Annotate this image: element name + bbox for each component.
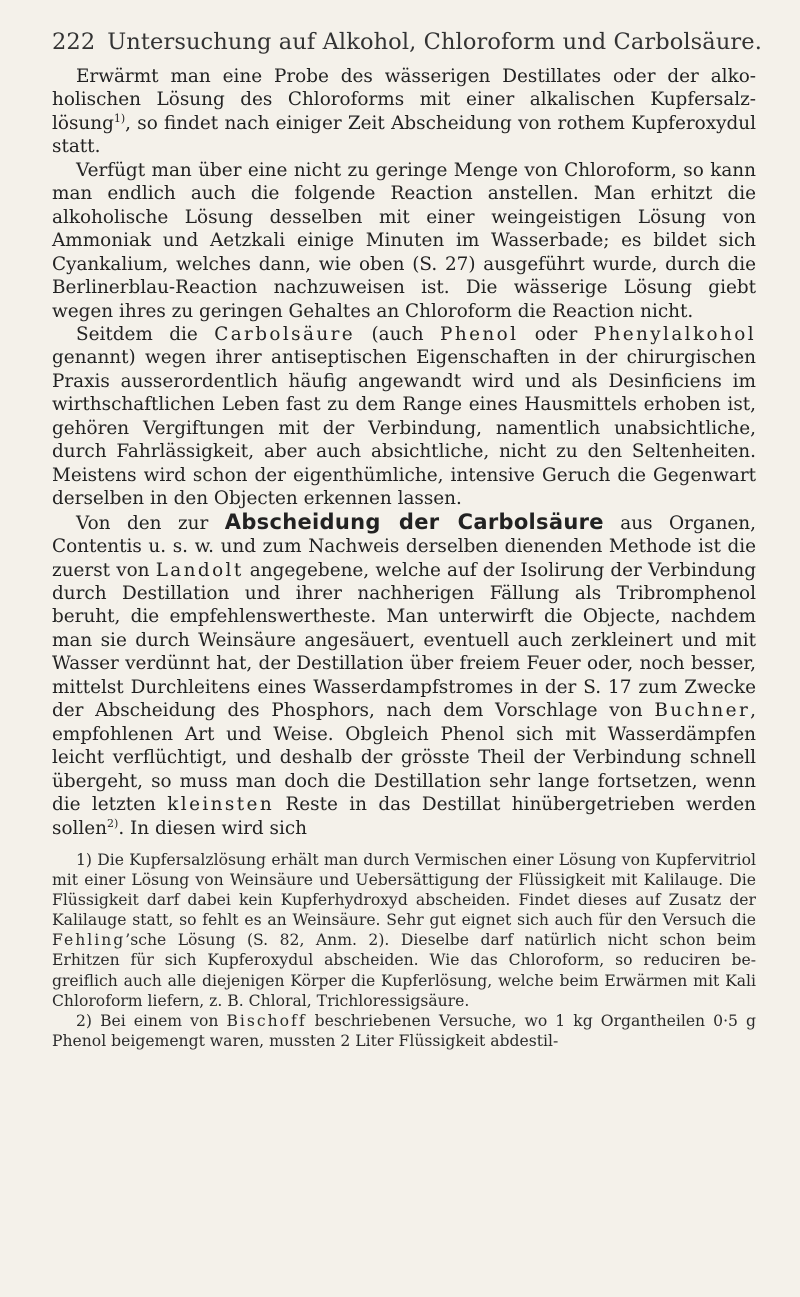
emphasis-kleinsten: kleinsten — [167, 794, 275, 816]
paragraph-4-text-end: . In diesen wird sich — [118, 817, 308, 839]
footnote-2 — [52, 1011, 756, 1051]
footnote-1 — [52, 850, 756, 1011]
paragraph-3-text: oder — [518, 323, 594, 345]
footnote-1-text-end: ’sche Lösung (S. 82, Anm. 2). Dieselbe darf natürlich nicht schon beim Erhitzen für sich Kupferoxydul abscheiden. Wie das Chloroform, so reduciren begreiflich auch alle diejenigen Körper die Kupferlösung, welche beim Erwärmen mit Kali Chloroform liefern, z. B. Chloral, Trichloressigsäure. — [52, 931, 756, 1010]
author-fehling: Fehling — [52, 931, 126, 950]
paragraph-4-text: aus Organen, Contentis u. s. w. und zum Nachweis derselben dienenden Methode ist die zuerst von — [52, 512, 756, 581]
footnotes — [52, 850, 756, 1051]
paragraph-4-text: Reste in das Destillat hinübergetrieben werden sollen — [52, 794, 756, 839]
paragraph-4-text: angegebene, welche auf der Isolirung der Verbindung durch Destillation und ihrer nachherigen Fällung als Tribromphenol beruht, die empfehlenswertheste. Man unterwirft die Objecte, nachdem man sie durch Weinsäure angesäuert, eventuell auch zerkleinert und mit Wasser verdünnt hat, der Destillation über freiem Feuer oder, noch besser, mittelst Durchleitens eines Wasserdampfstromes in der S. 17 zum Zwecke der Abscheidung des Phosphors, nach dem Vorschlage von — [52, 559, 756, 722]
section-heading: Abscheidung der Carbolsäure — [224, 509, 604, 534]
footnote-ref-2-number: 2 — [107, 816, 115, 830]
term-phenol: Phenol — [440, 323, 519, 345]
footnote-2-marker: 2) — [76, 1011, 93, 1030]
footnote-ref-1[interactable]: 1) — [113, 111, 126, 125]
paragraph-1-text-end: , so findet nach einiger Zeit Abscheidung von rothem Kupferoxydul statt. — [52, 112, 756, 158]
footnote-2-text: Bei einem von — [92, 1011, 227, 1030]
author-landolt: Landolt — [155, 559, 244, 581]
paragraph-1 — [52, 65, 756, 159]
paragraph-3 — [52, 323, 756, 511]
page-number: 222 — [52, 29, 96, 55]
paragraph-3-text: Seitdem die — [76, 323, 215, 345]
paragraph-4 — [52, 511, 756, 840]
paragraph-2: Verfügt man über eine nicht zu geringe Menge von Chloroform, so kann man endlich auch die folgende Reaction anstellen. Man erhitzt die alkoholische Lösung desselben mit einer weingeistigen Lösung von Ammoniak und Aetzkali einige Minuten im Wasserbade; es bildet sich Cyankalium, welches dann, wie oben (S. 27) ausgeführt wurde, durch die Berlinerblau-Reaction nachzuweisen ist. Die wässerige Lösung giebt wegen ihres zu geringen Gehaltes an Chloroform die Reaction nicht. — [52, 159, 756, 322]
author-bischoff: Bischoff — [226, 1011, 307, 1030]
main-text — [52, 65, 756, 840]
author-buchner: Buchner — [654, 700, 751, 722]
running-header — [52, 28, 762, 56]
footnote-2-text-end: beschriebenen Versuche, wo 1 kg Organtheilen 0·5 g Phenol beigemengt waren, mussten 2 Liter Flüssigkeit abdestil- — [52, 1011, 756, 1050]
footnote-1-marker: 1) — [76, 850, 93, 869]
footnote-ref-2[interactable]: 2) — [107, 816, 119, 830]
paragraph-1-text: Erwärmt man eine Probe des wässerigen Destillates oder der alkoholischen Lösung des Chloroforms mit einer alkalischen Kupfersalzlösung — [52, 66, 756, 134]
term-carbolsaeure: Carbolsäure — [214, 323, 356, 345]
paragraph-3-text: (auch — [355, 323, 441, 345]
footnote-ref-1-number: 1 — [113, 111, 121, 125]
running-title: Untersuchung auf Alkohol, Chloroform und Carbolsäure. — [107, 29, 762, 55]
paragraph-4-text: , empfohlenen Art und Weise. Obgleich Phenol sich mit Wasserdämpfen leicht verflüchtigt, und deshalb der grösste Theil der Verbindung schnell übergeht, so muss man doch die Destillation sehr lange fortsetzen, wenn die letzten — [52, 700, 756, 816]
paragraph-4-text: Von den zur — [76, 512, 225, 534]
footnote-1-text: Die Kupfersalzlösung erhält man durch Vermischen einer Lösung von Kupfervitriol mit einer Lösung von Weinsäure und Uebersättigung der Flüssigkeit mit Kalilauge. Die Flüssigkeit darf dabei kein Kupferhydroxyd abscheiden. Findet dieses auf Zusatz der Kalilauge statt, so fehlt es an Weinsäure. Sehr gut eignet sich auch für den Versuch die — [52, 850, 756, 930]
term-phenylalkohol: Phenylalkohol — [593, 323, 756, 345]
paragraph-3-text: genannt) wegen ihrer antiseptischen Eigenschaften in der chirurgischen Praxis ausserordentlich häufig angewandt wird und als Desinficiens im wirthschaftlichen Leben fast zu dem Range eines Hausmittels erhoben ist, gehören Vergiftungen mit der Verbindung, namentlich unabsichtliche, durch Fahrlässigkeit, aber auch absichtliche, nicht zu den Seltenheiten. Meistens wird schon der eigenthümliche, intensive Geruch die Gegenwart derselben in den Objecten erkennen lassen. — [52, 347, 756, 510]
